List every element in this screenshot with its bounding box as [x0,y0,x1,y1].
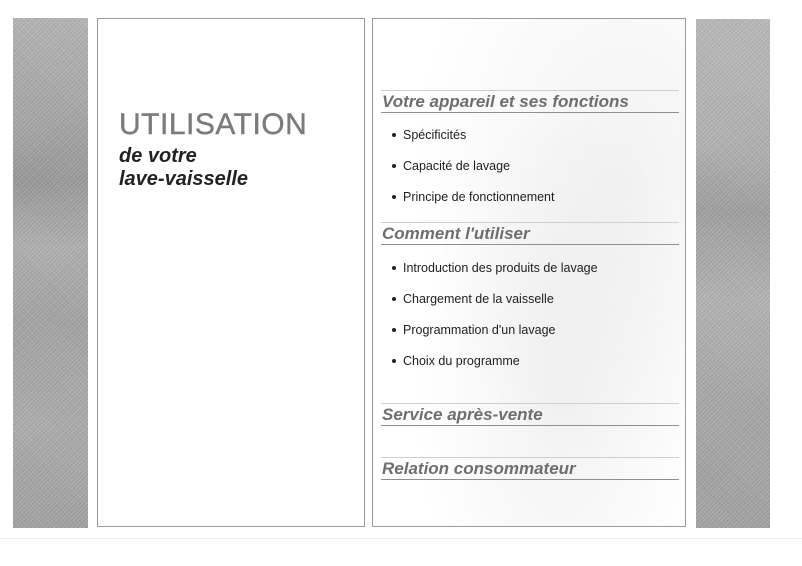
section-heading-comment-utiliser: Comment l'utiliser [381,222,679,245]
bullet-icon [392,164,396,168]
section-heading-relation-consommateur: Relation consommateur [381,457,679,480]
section-heading-service-apres-vente: Service après-vente [381,403,679,426]
list-item [392,353,598,384]
section-heading-votre-appareil: Votre appareil et ses fonctions [381,90,679,113]
page-bottom-divider [0,538,802,539]
list-item [392,322,598,353]
list-item-label: Capacité de lavage [403,159,511,173]
decorative-gray-strip-right [696,19,770,528]
list-item [392,260,598,291]
bullet-icon [392,297,396,301]
subtitle-line-2: lave-vaisselle [119,168,248,190]
list-item-label: Introduction des produits de lavage [403,261,598,275]
decorative-gray-strip-left [13,18,88,528]
list-item-label: Chargement de la vaisselle [403,292,554,306]
subtitle-line-1: de votre [119,145,197,167]
bullet-icon [392,359,396,363]
section-list-votre-appareil [392,127,554,220]
list-item-label: Principe de fonctionnement [403,190,555,204]
table-of-contents-panel [372,18,686,527]
list-item-label: Programmation d'un lavage [403,323,556,337]
list-item-label: Choix du programme [403,354,520,368]
list-item [392,189,554,220]
section-list-comment-utiliser [392,260,598,384]
list-item [392,158,554,189]
bullet-icon [392,133,396,137]
page-title: UTILISATION [119,108,308,141]
list-item [392,127,554,158]
list-item [392,291,598,322]
list-item-label: Spécificités [403,128,467,142]
cover-panel [97,18,365,527]
bullet-icon [392,328,396,332]
bullet-icon [392,266,396,270]
bullet-icon [392,195,396,199]
